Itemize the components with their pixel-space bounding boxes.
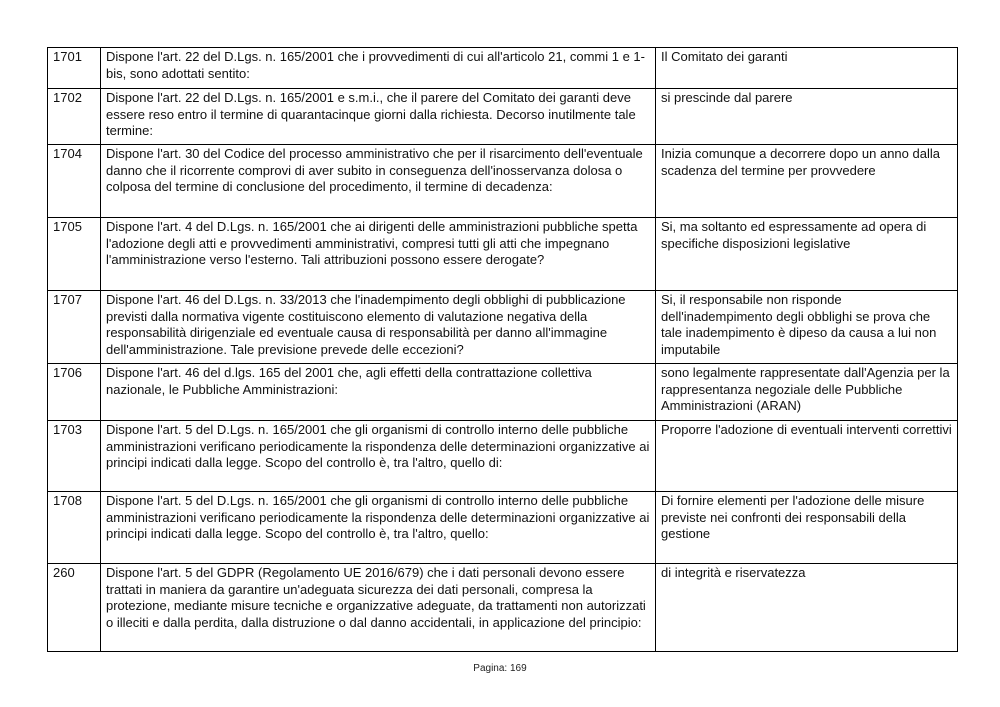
answer-text-cell: Di fornire elementi per l'adozione delle misure previste nei confronti dei responsabili della gestione: [656, 492, 958, 564]
question-id-cell: 260: [48, 564, 101, 652]
question-id-cell: 1705: [48, 218, 101, 291]
answer-text-cell: Inizia comunque a decorrere dopo un anno dalla scadenza del termine per provvedere: [656, 145, 958, 218]
answer-text-cell: Si, il responsabile non risponde dell'inadempimento degli obblighi se prova che tale inadempimento è dipeso da causa a lui non imputabile: [656, 291, 958, 364]
answer-text-cell: Il Comitato dei garanti: [656, 48, 958, 89]
question-text-cell: Dispone l'art. 46 del d.lgs. 165 del 2001 che, agli effetti della contrattazione collettiva nazionale, le Pubbliche Amministrazioni:: [101, 364, 656, 421]
table-row: [48, 492, 958, 564]
table-row: [48, 145, 958, 218]
question-text-cell: Dispone l'art. 22 del D.Lgs. n. 165/2001 e s.m.i., che il parere del Comitato dei garanti deve essere reso entro il termine di quarantacinque giorni dalla richiesta. Decorso inutilmente tale termine:: [101, 89, 656, 145]
answer-text-cell: di integrità e riservatezza: [656, 564, 958, 652]
question-id-cell: 1701: [48, 48, 101, 89]
question-text-cell: Dispone l'art. 4 del D.Lgs. n. 165/2001 che ai dirigenti delle amministrazioni pubbliche spetta l'adozione degli atti e provvedimenti amministrativi, compresi tutti gli atti che impegnano l'amministrazione verso l'esterno. Tali attribuzioni possono essere derogate?: [101, 218, 656, 291]
table-row: [48, 48, 958, 89]
question-id-cell: 1708: [48, 492, 101, 564]
table-row: [48, 89, 958, 145]
answer-text-cell: Proporre l'adozione di eventuali interventi correttivi: [656, 421, 958, 492]
answer-text-cell: si prescinde dal parere: [656, 89, 958, 145]
table-row: [48, 291, 958, 364]
question-text-cell: Dispone l'art. 5 del D.Lgs. n. 165/2001 che gli organismi di controllo interno delle pubbliche amministrazioni verificano periodicamente la rispondenza delle determinazioni organizzative ai principi indicati dalla legge. Scopo del controllo è, tra l'altro, quello di:: [101, 421, 656, 492]
question-id-cell: 1704: [48, 145, 101, 218]
question-text-cell: Dispone l'art. 5 del D.Lgs. n. 165/2001 che gli organismi di controllo interno delle pubbliche amministrazioni verificano periodicamente la rispondenza delle determinazioni organizzative ai principi indicati dalla legge. Scopo del controllo è, tra l'altro, quello:: [101, 492, 656, 564]
question-id-cell: 1703: [48, 421, 101, 492]
table-row: [48, 564, 958, 652]
question-id-cell: 1706: [48, 364, 101, 421]
table-row: [48, 218, 958, 291]
question-text-cell: Dispone l'art. 30 del Codice del processo amministrativo che per il risarcimento dell'eventuale danno che il ricorrente comprovi di aver subito in conseguenza dell'inosservanza dolosa o colposa del termine di conclusione del procedimento, il termine di decadenza:: [101, 145, 656, 218]
question-id-cell: 1707: [48, 291, 101, 364]
questions-table: [47, 47, 958, 652]
question-text-cell: Dispone l'art. 5 del GDPR (Regolamento UE 2016/679) che i dati personali devono essere trattati in maniera da garantire un'adeguata sicurezza dei dati personali, compresa la protezione, mediante misure tecniche e organizzative adeguate, da trattamenti non autorizzati o illeciti e dalla perdita, dalla distruzione o dal danno accidentali, in applicazione del principio:: [101, 564, 656, 652]
page-number: Pagina: 169: [473, 663, 527, 674]
table-row: [48, 421, 958, 492]
table-row: [48, 364, 958, 421]
answer-text-cell: Si, ma soltanto ed espressamente ad opera di specifiche disposizioni legislative: [656, 218, 958, 291]
answer-text-cell: sono legalmente rappresentate dall'Agenzia per la rappresentanza negoziale delle Pubbliche Amministrazioni (ARAN): [656, 364, 958, 421]
question-id-cell: 1702: [48, 89, 101, 145]
question-text-cell: Dispone l'art. 22 del D.Lgs. n. 165/2001 che i provvedimenti di cui all'articolo 21, commi 1 e 1-bis, sono adottati sentito:: [101, 48, 656, 89]
question-text-cell: Dispone l'art. 46 del D.Lgs. n. 33/2013 che l'inadempimento degli obblighi di pubblicazione previsti dalla normativa vigente costituiscono elemento di valutazione negativa della responsabilità dirigenziale ed eventuale causa di responsabilità per danno all'immagine dell'amministrazione. Tale previsione prevede delle eccezioni?: [101, 291, 656, 364]
